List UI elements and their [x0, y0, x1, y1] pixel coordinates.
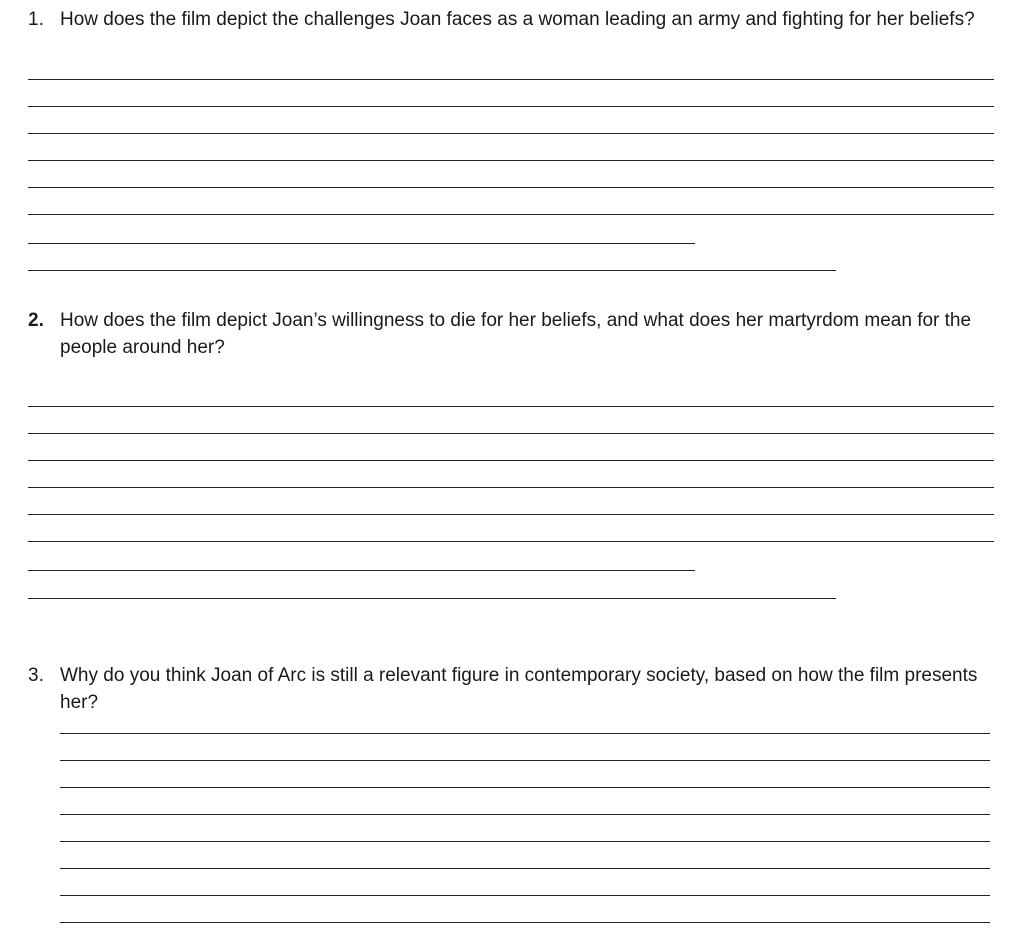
answer-line[interactable] [28, 79, 994, 80]
question-1 [28, 6, 1000, 66]
answer-line[interactable] [60, 895, 990, 896]
answer-line[interactable] [28, 541, 994, 542]
answer-line[interactable] [60, 733, 990, 734]
question-2 [28, 307, 1000, 367]
answer-line[interactable] [60, 760, 990, 761]
question-number: 3. [28, 665, 44, 686]
answer-line[interactable] [28, 487, 994, 488]
answer-line[interactable] [60, 922, 990, 923]
answer-line[interactable] [28, 270, 836, 271]
answer-line[interactable] [28, 106, 994, 107]
answer-line[interactable] [28, 598, 836, 599]
answer-line[interactable] [28, 460, 994, 461]
answer-line[interactable] [60, 841, 990, 842]
answer-line[interactable] [28, 570, 695, 571]
answer-line[interactable] [28, 406, 994, 407]
answer-line[interactable] [28, 514, 994, 515]
answer-line[interactable] [28, 243, 695, 244]
question-3 [28, 662, 1000, 722]
answer-line[interactable] [28, 160, 994, 161]
question-text: Why do you think Joan of Arc is still a relevant figure in contemporary society, based on how the film presents her? [60, 665, 978, 713]
question-number: 2. [28, 310, 44, 331]
question-number: 1. [28, 9, 44, 30]
answer-line[interactable] [28, 214, 994, 215]
answer-line[interactable] [60, 787, 990, 788]
question-text: How does the film depict the challenges Joan faces as a woman leading an army and fighting for her beliefs? [60, 9, 975, 30]
answer-line[interactable] [28, 187, 994, 188]
answer-line[interactable] [28, 133, 994, 134]
question-text: How does the film depict Joan’s willingness to die for her beliefs, and what does her martyrdom mean for the people around her? [60, 310, 972, 358]
answer-line[interactable] [60, 868, 990, 869]
answer-line[interactable] [60, 814, 990, 815]
answer-line[interactable] [28, 433, 994, 434]
